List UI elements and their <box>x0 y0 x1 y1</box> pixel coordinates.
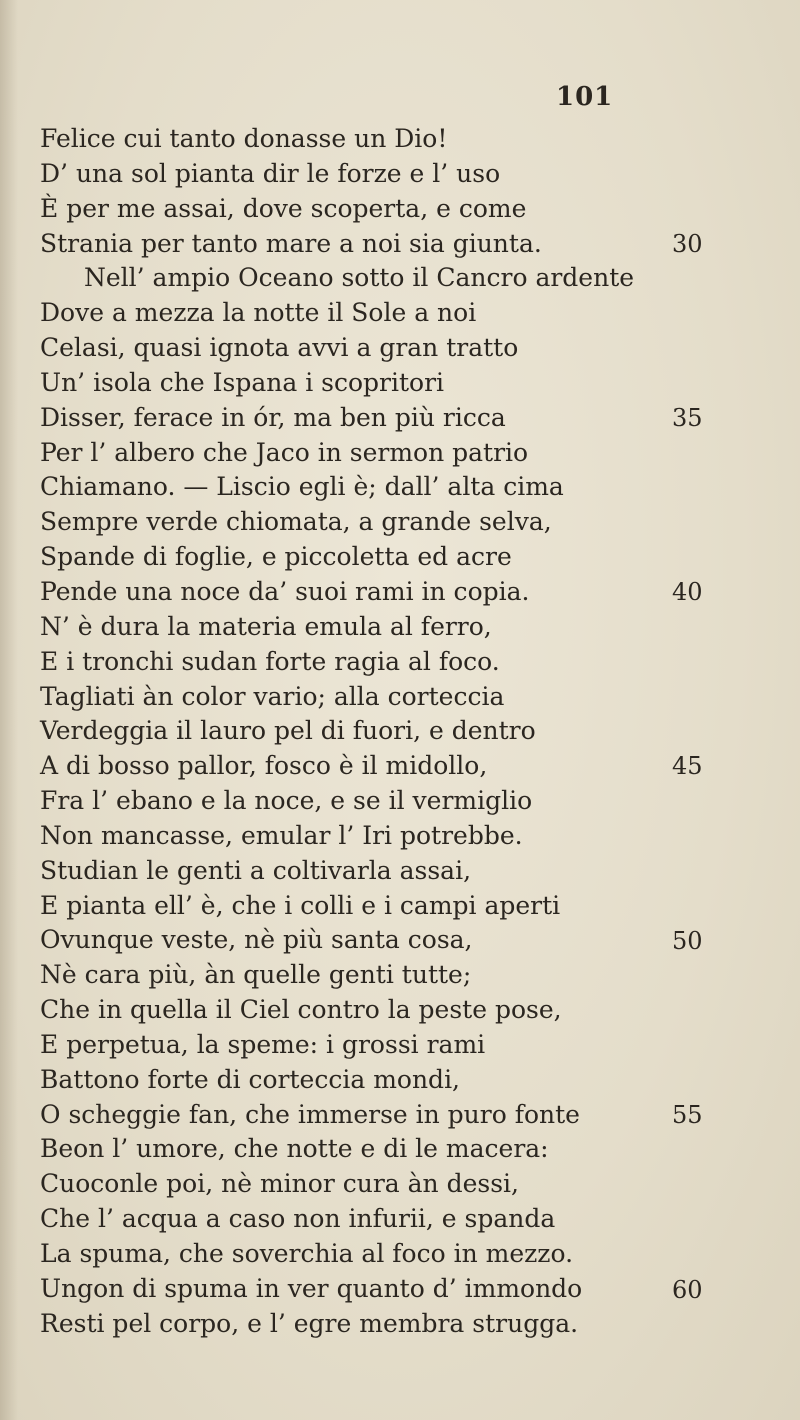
poem-line: Verdeggia il lauro pel di fuori, e dentro <box>40 716 536 746</box>
poem-line: Resti pel corpo, e l’ egre membra strugga. <box>40 1308 579 1338</box>
poem-line: Che in quella il Ciel contro la peste pose, <box>40 995 562 1025</box>
line-number-55: 55 <box>672 1101 703 1129</box>
poem-line: Fra l’ ebano e la noce, e se il vermiglio <box>40 786 533 816</box>
poem-line: Celasi, quasi ignota avvi a gran tratto <box>40 333 519 363</box>
poem-line: E i tronchi sudan forte ragia al foco. <box>40 646 500 676</box>
poem-line: O scheggie fan, che immerse in puro fonte <box>40 1099 580 1129</box>
line-number-30: 30 <box>672 230 703 258</box>
poem-line: Spande di foglie, e piccoletta ed acre <box>40 542 512 572</box>
poem-line: Chiamano. — Liscio egli è; dall’ alta cima <box>40 472 564 502</box>
poem-line: Felice cui tanto donasse un Dio! <box>40 124 448 153</box>
poem-line: Pende una noce da’ suoi rami in copia. <box>40 576 530 606</box>
poem-line: N’ è dura la materia emula al ferro, <box>40 611 492 641</box>
poem-line: Ungon di spuma in ver quanto d’ immondo <box>40 1273 583 1303</box>
poem-line: Nè cara più, àn quelle genti tutte; <box>40 960 472 990</box>
poem-body <box>40 122 635 1342</box>
poem-line: Ovunque veste, nè più santa cosa, <box>40 925 473 955</box>
poem-line: La spuma, che soverchia al foco in mezzo. <box>40 1239 574 1268</box>
poem-line: Nell’ ampio Oceano sotto il Cancro ardente <box>84 263 635 293</box>
poem-line: Sempre verde chiomata, a grande selva, <box>40 507 552 537</box>
line-number-60: 60 <box>672 1276 703 1304</box>
poem-line: Strania per tanto mare a noi sia giunta. <box>40 228 542 258</box>
page-edge-shadow <box>0 0 18 1420</box>
line-number-45: 45 <box>672 752 703 780</box>
poem-line: Beon l’ umore, che notte e di le macera: <box>40 1134 549 1164</box>
poem-line: E perpetua, la speme: i grossi rami <box>40 1029 486 1059</box>
poem-line: Disser, ferace in ór, ma ben più ricca <box>40 402 506 432</box>
poem-line: Tagliati àn color vario; alla corteccia <box>40 681 505 711</box>
poem-line: E pianta ell’ è, che i colli e i campi aperti <box>40 890 561 920</box>
poem-line: Un’ isola che Ispana i scopritori <box>40 367 445 397</box>
poem-line: È per me assai, dove scoperta, e come <box>40 193 527 223</box>
poem-line: Battono forte di corteccia mondi, <box>40 1064 461 1094</box>
line-number-50: 50 <box>672 927 703 955</box>
poem-line: Dove a mezza la notte il Sole a noi <box>40 298 477 328</box>
page-number: 101 <box>556 82 614 112</box>
poem-line: Cuoconle poi, nè minor cura àn dessi, <box>40 1169 519 1199</box>
poem-line: A di bosso pallor, fosco è il midollo, <box>40 751 488 781</box>
line-number-35: 35 <box>672 404 703 432</box>
poem-line: Per l’ albero che Jaco in sermon patrio <box>40 437 529 467</box>
poem-line: Studian le genti a coltivarla assai, <box>40 855 472 885</box>
poem-line: D’ una sol pianta dir le forze e l’ uso <box>40 158 501 188</box>
poem-line: Non mancasse, emular l’ Iri potrebbe. <box>40 820 523 850</box>
poem-line: Che l’ acqua a caso non infurii, e spanda <box>40 1204 556 1234</box>
line-number-40: 40 <box>672 578 703 606</box>
